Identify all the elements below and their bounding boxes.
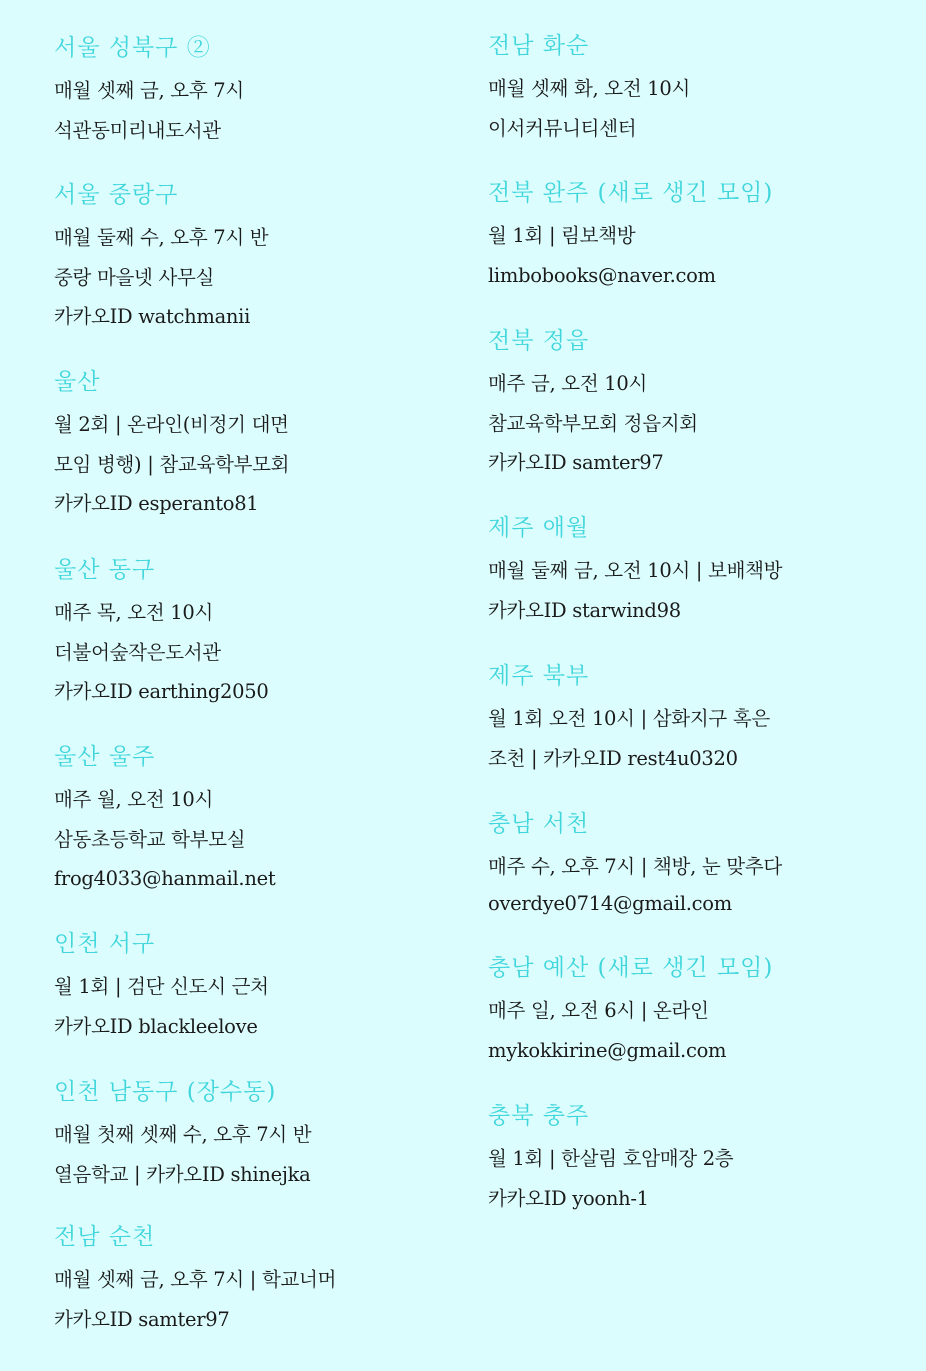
- group-entry: [488, 31, 908, 148]
- group-entry: [54, 555, 464, 712]
- group-entry: [54, 742, 464, 899]
- group-entry: [54, 1222, 464, 1339]
- region-title: 인천 남동구 (장수동): [54, 1079, 277, 1105]
- contact-line: 카카오ID yoonh-1: [488, 1186, 649, 1210]
- group-entry: [488, 326, 908, 483]
- contact-line: 카카오ID blackleelove: [54, 1014, 258, 1038]
- region-title: 제주 애월: [488, 515, 590, 541]
- region-title: 제주 북부: [488, 663, 590, 689]
- schedule-line: 매월 셋째 금, 오후 7시 | 학교너머: [54, 1268, 337, 1291]
- group-entry: [54, 180, 464, 337]
- region-title: 전남 화순: [488, 33, 590, 59]
- region-title: 울산 동구: [54, 557, 156, 583]
- group-entry: [54, 33, 464, 150]
- group-entry: [488, 1101, 908, 1218]
- schedule-line: 매주 수, 오후 7시 | 책방, 눈 맞추다: [488, 855, 782, 878]
- region-title: 충남 예산 (새로 생긴 모임): [488, 955, 774, 981]
- venue-line: 석관동미리내도서관: [54, 118, 221, 142]
- group-entry: [488, 661, 908, 778]
- venue-line: 모임 병행) | 참교육학부모회: [54, 452, 290, 476]
- group-entry: [488, 178, 908, 295]
- schedule-line: 월 1회 | 한살림 호암매장 2층: [488, 1147, 734, 1170]
- contact-line: 조천 | 카카오ID rest4u0320: [488, 746, 738, 770]
- region-title: 서울 중랑구: [54, 182, 179, 208]
- region-title: 서울 성북구 ②: [54, 35, 211, 61]
- group-entry: [54, 929, 464, 1046]
- schedule-line: 매주 월, 오전 10시: [54, 788, 214, 811]
- schedule-line: 매주 일, 오전 6시 | 온라인: [488, 999, 709, 1022]
- venue-line: 더불어숲작은도서관: [54, 640, 221, 664]
- schedule-line: 매월 둘째 금, 오전 10시 | 보배책방: [488, 559, 783, 582]
- schedule-line: 매월 셋째 금, 오후 7시: [54, 79, 244, 102]
- contact-line: 카카오ID earthing2050: [54, 680, 269, 703]
- schedule-line: 매월 둘째 수, 오후 7시 반: [54, 226, 269, 249]
- venue-line: 이서커뮤니티센터: [488, 116, 637, 140]
- region-title: 전남 순천: [54, 1224, 156, 1250]
- contact-line: overdye0714@gmail.com: [488, 891, 732, 915]
- region-title: 전북 완주 (새로 생긴 모임): [488, 180, 774, 206]
- schedule-line: 매월 첫째 셋째 수, 오후 7시 반: [54, 1123, 312, 1146]
- schedule-line: 월 1회 | 검단 신도시 근처: [54, 975, 269, 998]
- contact-line: 카카오ID starwind98: [488, 598, 681, 622]
- contact-line: 카카오ID esperanto81: [54, 492, 259, 515]
- venue-line: 참교육학부모회 정읍지회: [488, 411, 698, 435]
- schedule-line: 월 1회 | 림보책방: [488, 224, 636, 247]
- contact-line: frog4033@hanmail.net: [54, 867, 276, 890]
- schedule-line: 월 2회 | 온라인(비정기 대면: [54, 413, 289, 436]
- contact-line: mykokkirine@gmail.com: [488, 1038, 727, 1062]
- group-entry: [488, 809, 908, 920]
- schedule-line: 매주 금, 오전 10시: [488, 372, 648, 395]
- region-title: 전북 정읍: [488, 328, 590, 354]
- group-entry: [488, 513, 908, 630]
- schedule-line: 월 1회 오전 10시 | 삼화지구 혹은: [488, 707, 770, 730]
- region-title: 울산 울주: [54, 744, 156, 770]
- region-title: 충남 서천: [488, 811, 590, 837]
- contact-line: 카카오ID samter97: [54, 1307, 230, 1331]
- schedule-line: 매월 셋째 화, 오전 10시: [488, 77, 691, 100]
- schedule-line: 매주 목, 오전 10시: [54, 601, 214, 624]
- contact-line: 카카오ID samter97: [488, 451, 664, 474]
- venue-line: 열음학교 | 카카오ID shinejka: [54, 1162, 311, 1186]
- region-title: 울산: [54, 369, 101, 395]
- region-title: 인천 서구: [54, 931, 156, 957]
- group-entry: [54, 1077, 464, 1194]
- venue-line: 삼동초등학교 학부모실: [54, 827, 246, 851]
- contact-line: 카카오ID watchmanii: [54, 305, 251, 328]
- group-entry: [54, 367, 464, 524]
- contact-line: limbobooks@naver.com: [488, 263, 716, 287]
- region-title: 충북 충주: [488, 1103, 590, 1129]
- group-entry: [488, 953, 908, 1070]
- venue-line: 중랑 마을넷 사무실: [54, 265, 215, 289]
